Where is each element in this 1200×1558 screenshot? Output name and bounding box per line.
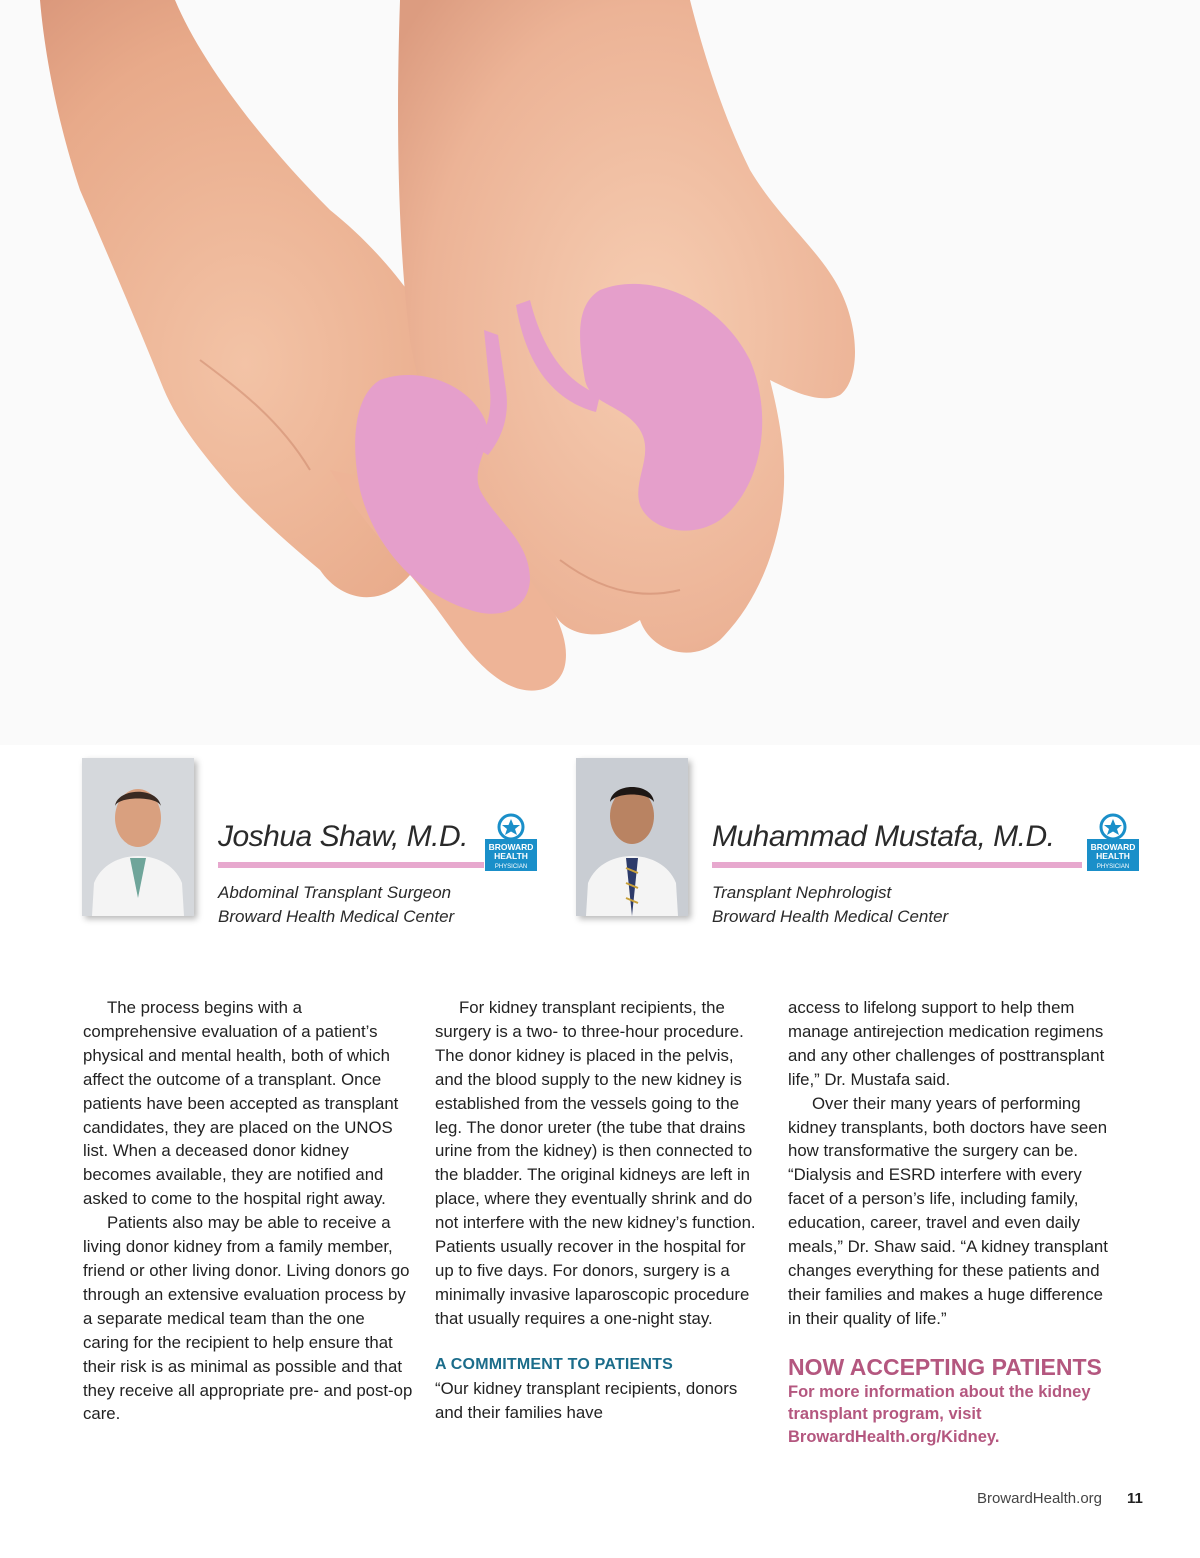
badge-line2: HEALTH [494, 851, 528, 861]
broward-health-physician-badge [1086, 812, 1140, 878]
broward-health-physician-badge [484, 812, 538, 878]
article-column-1 [83, 996, 413, 1426]
badge-line2: HEALTH [1096, 851, 1130, 861]
section-subhead: A COMMITMENT TO PATIENTS [435, 1355, 673, 1373]
paragraph: The process begins with a comprehensive evaluation of a patient’s physical and mental health, both of which affect the outcome of a transplant. Once patients have been accepted as transplant candidates, they are placed on the UNOS list. When a deceased donor kidney becomes available, they are notified and asked to come to the hospital right away. [83, 998, 399, 1209]
paragraph: For kidney transplant recipients, the surgery is a two- to three-hour procedure. The donor kidney is placed in the pelvis, and the blood supply to the new kidney is established from the vessels going to the leg. The donor ureter (the tube that drains urine from the kidney) is then connected to the bladder. The original kidneys are left in place, where they eventually shrink and do not interfere with the new kidney’s function. Patients usually recover in the hospital for up to five days. For donors, surgery is a minimally invasive laparoscopic procedure that usually requires a one-night stay. [435, 998, 756, 1328]
badge-line3: PHYSICIAN [1096, 864, 1130, 870]
cta-heading: NOW ACCEPTING PATIENTS [788, 1353, 1102, 1380]
doctor-title: Abdominal Transplant Surgeon [218, 883, 452, 902]
cta-text: For more information about the kidney transplant program, visit [788, 1382, 1091, 1424]
paragraph: “Our kidney transplant recipients, donors and their families have [435, 1378, 738, 1422]
name-underline [712, 862, 1082, 868]
badge-line1: BROWARD [488, 842, 534, 852]
name-underline [218, 862, 484, 868]
doctor-photo [82, 758, 194, 916]
paragraph: access to lifelong support to help them manage antirejection medication regimens and any other challenges of posttransplant life,” Dr. Mustafa said. [788, 998, 1105, 1089]
cta-period: . [994, 1427, 1000, 1446]
badge-line3: PHYSICIAN [494, 864, 528, 870]
page-number: 11 [1127, 1490, 1143, 1507]
badge-line1: BROWARD [1090, 842, 1136, 852]
article-column-2 [435, 996, 765, 1424]
cta-body [788, 1381, 1118, 1449]
doctor-location: Broward Health Medical Center [712, 907, 949, 926]
paragraph: Over their many years of performing kidney transplants, both doctors have seen how transformative the surgery can be. “Dialysis and ESRD interfere with every facet of a person’s life, including family, education, career, travel and even daily meals,” Dr. Shaw said. “A kidney transplant changes everything for these patients and their families and makes a huge difference in their quality of life.” [788, 1093, 1108, 1328]
doctor-location: Broward Health Medical Center [218, 907, 455, 926]
doctor-name: Joshua Shaw, M.D. [218, 820, 468, 853]
kidney-program-link[interactable]: BrowardHealth.org/Kidney [788, 1427, 995, 1446]
hero-image [0, 0, 1200, 745]
footer-website: BrowardHealth.org [976, 1490, 1102, 1507]
doctor-photo [576, 758, 688, 916]
doctor-name: Muhammad Mustafa, M.D. [712, 820, 1055, 853]
article-column-3 [788, 996, 1118, 1448]
doctor-title: Transplant Nephrologist [712, 883, 892, 902]
paragraph: Patients also may be able to receive a living donor kidney from a family member, friend or other living donor. Living donors go through an extensive evaluation process by a separate medical team than the one caring for the recipient to help ensure that their risk is as minimal as possible and that they receive all appropriate pre- and post-op care. [83, 1213, 413, 1424]
